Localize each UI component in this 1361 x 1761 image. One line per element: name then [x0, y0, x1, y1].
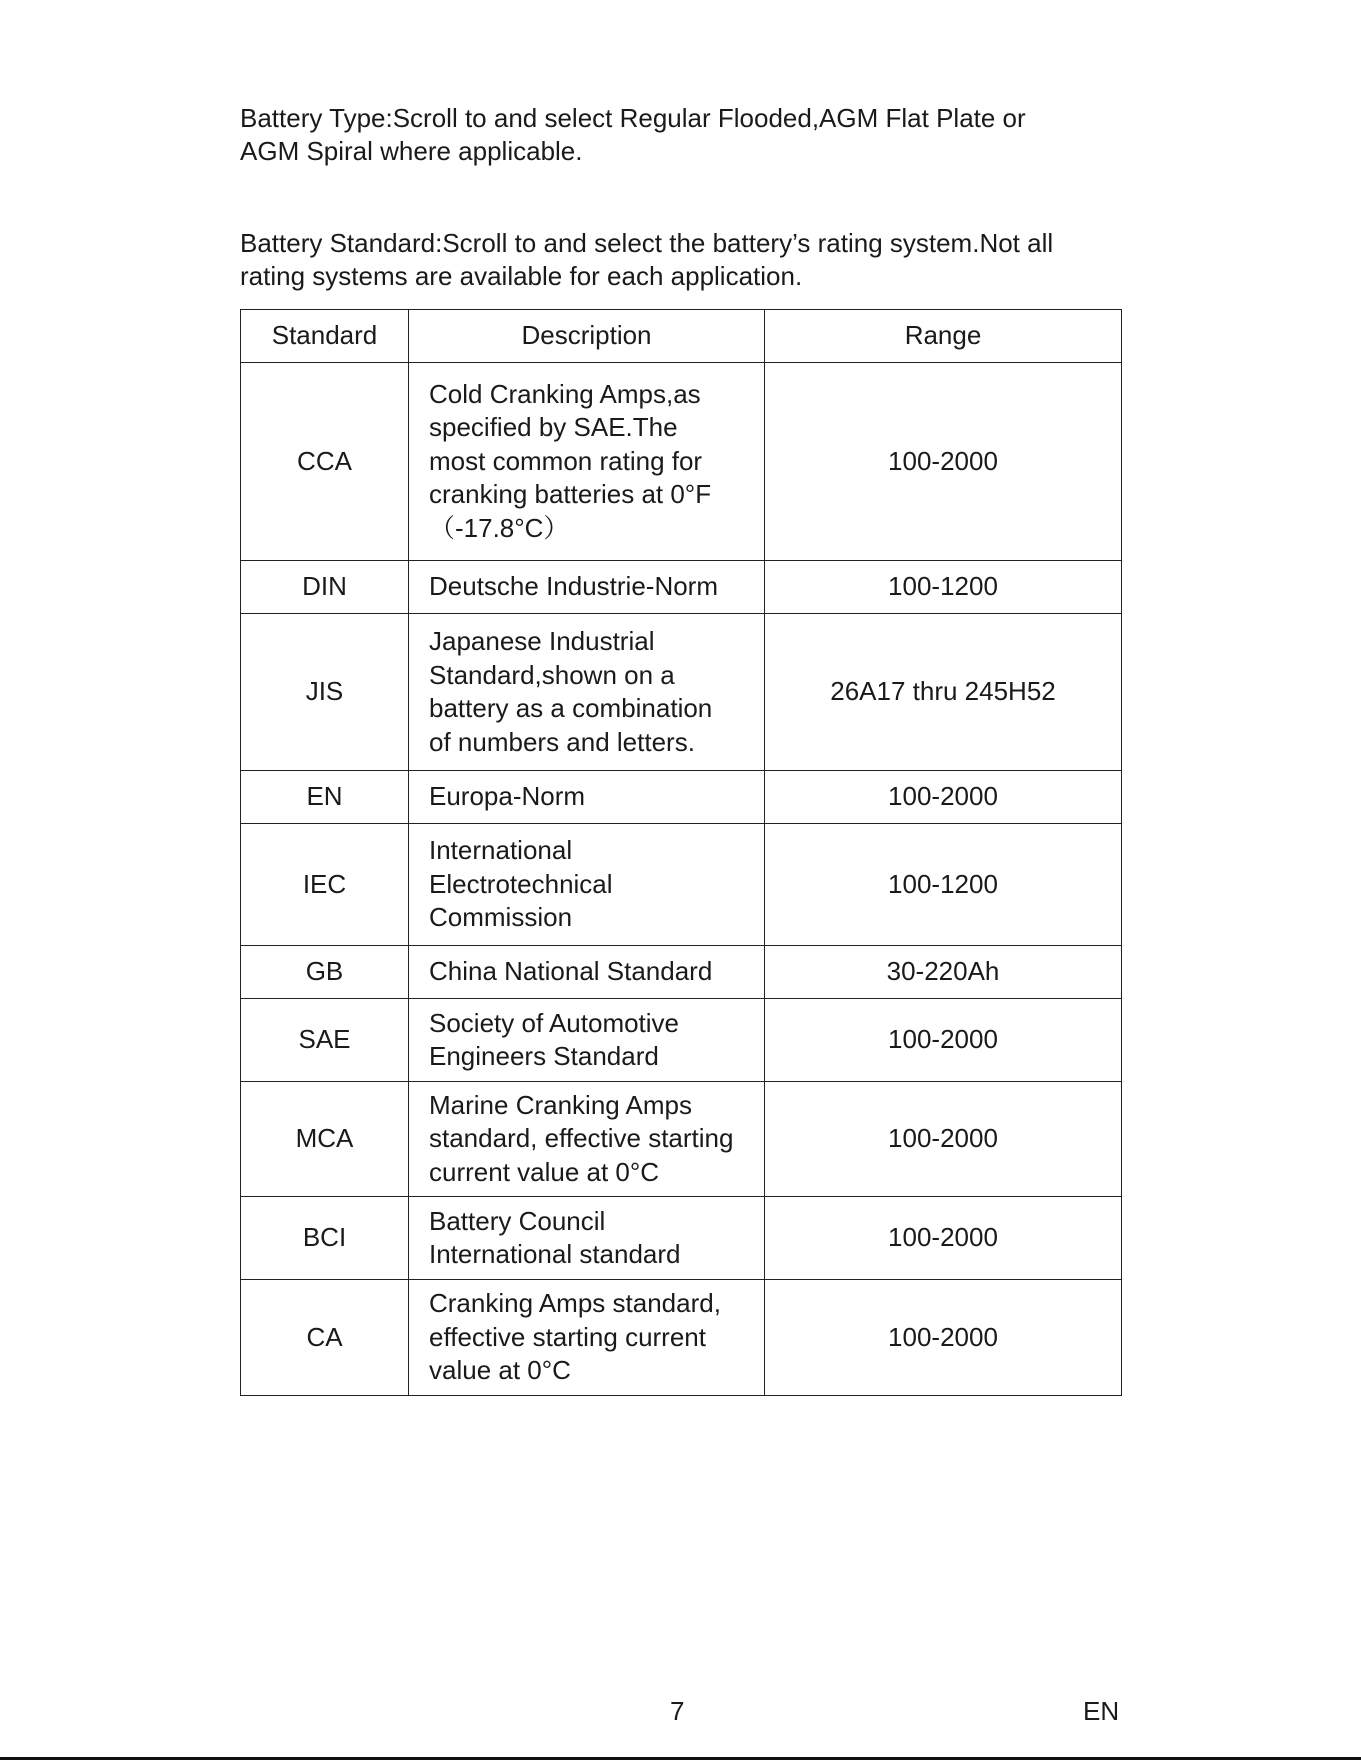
table-row: [241, 1280, 1122, 1396]
range-cell: 100-1200: [765, 561, 1122, 614]
range-cell: 100-2000: [765, 1082, 1122, 1197]
standard-code-cell: MCA: [241, 1082, 409, 1197]
table-row: [241, 999, 1122, 1082]
header-description: Description: [409, 310, 765, 363]
range-cell: 26A17 thru 245H52: [765, 614, 1122, 771]
range-cell: 100-2000: [765, 771, 1122, 824]
description-cell: [409, 946, 765, 999]
table-row: [241, 946, 1122, 999]
description-cell: [409, 1082, 765, 1197]
description-line: China National Standard: [429, 956, 713, 987]
table-row: [241, 561, 1122, 614]
description-line: of numbers and letters.: [429, 726, 695, 757]
description-line: Battery Council: [429, 1205, 606, 1236]
description-cell: [409, 561, 765, 614]
description-cell: [409, 999, 765, 1082]
battery-standards-table: [240, 309, 1122, 1396]
description-cell: [409, 363, 765, 561]
description-line: International: [429, 835, 573, 866]
description-line: （-17.8°C）: [429, 512, 570, 543]
range-cell: 100-2000: [765, 999, 1122, 1082]
battery-type-line: AGM Spiral where applicable.: [240, 136, 583, 166]
battery-type-line: Battery Type:Scroll to and select Regular Flooded,AGM Flat Plate or: [240, 103, 1026, 133]
range-cell: 100-2000: [765, 1197, 1122, 1280]
header-standard: Standard: [241, 310, 409, 363]
description-line: value at 0°C: [429, 1355, 571, 1386]
standard-code-cell: CA: [241, 1280, 409, 1396]
description-line: standard, effective starting: [429, 1123, 734, 1154]
description-cell: [409, 614, 765, 771]
description-cell: [409, 824, 765, 946]
standard-code-cell: DIN: [241, 561, 409, 614]
description-cell: [409, 771, 765, 824]
standard-code-cell: IEC: [241, 824, 409, 946]
description-line: Deutsche Industrie-Norm: [429, 571, 718, 602]
description-cell: [409, 1280, 765, 1396]
description-line: Engineers Standard: [429, 1041, 659, 1071]
table-row: [241, 614, 1122, 771]
standard-code-cell: EN: [241, 771, 409, 824]
description-line: Electrotechnical: [429, 868, 613, 899]
standard-code-cell: CCA: [241, 363, 409, 561]
description-cell: [409, 1197, 765, 1280]
range-cell: 100-2000: [765, 1280, 1122, 1396]
range-cell: 100-2000: [765, 363, 1122, 561]
table-row: [241, 824, 1122, 946]
battery-type-paragraph: [240, 102, 1140, 168]
battery-standard-paragraph: [240, 227, 1140, 293]
description-line: Japanese Industrial: [429, 626, 655, 656]
language-label: EN: [1083, 1696, 1120, 1726]
bottom-rule: [0, 1757, 1361, 1760]
standard-code-cell: JIS: [241, 614, 409, 771]
description-line: Europa-Norm: [429, 781, 586, 812]
table-row: [241, 363, 1122, 561]
description-line: cranking batteries at 0°F: [429, 479, 712, 510]
table-row: [241, 771, 1122, 824]
range-cell: 100-1200: [765, 824, 1122, 946]
description-line: specified by SAE.The: [429, 412, 678, 443]
table-row: [241, 1082, 1122, 1197]
standard-code-cell: BCI: [241, 1197, 409, 1280]
description-line: Commission: [429, 902, 573, 933]
battery-standard-line: Battery Standard:Scroll to and select the battery’s rating system.Not all: [240, 228, 1054, 258]
description-line: current value at 0°C: [429, 1156, 660, 1187]
description-line: Marine Cranking Amps: [429, 1089, 692, 1120]
description-line: battery as a combination: [429, 693, 713, 723]
battery-standard-line: rating systems are available for each application.: [240, 261, 803, 291]
description-line: Society of Automotive: [429, 1007, 680, 1038]
description-line: Standard,shown on a: [429, 659, 675, 690]
header-range: Range: [765, 310, 1122, 363]
description-line: most common rating for: [429, 445, 703, 476]
range-cell: 30-220Ah: [765, 946, 1122, 999]
description-line: Cold Cranking Amps,as: [429, 378, 701, 409]
description-line: effective starting current: [429, 1321, 706, 1352]
standard-code-cell: GB: [241, 946, 409, 999]
description-line: Cranking Amps standard,: [429, 1288, 721, 1319]
page-number: 7: [670, 1696, 685, 1726]
description-line: International standard: [429, 1239, 681, 1269]
table-header-row: [241, 310, 1122, 363]
table-row: [241, 1197, 1122, 1280]
standard-code-cell: SAE: [241, 999, 409, 1082]
